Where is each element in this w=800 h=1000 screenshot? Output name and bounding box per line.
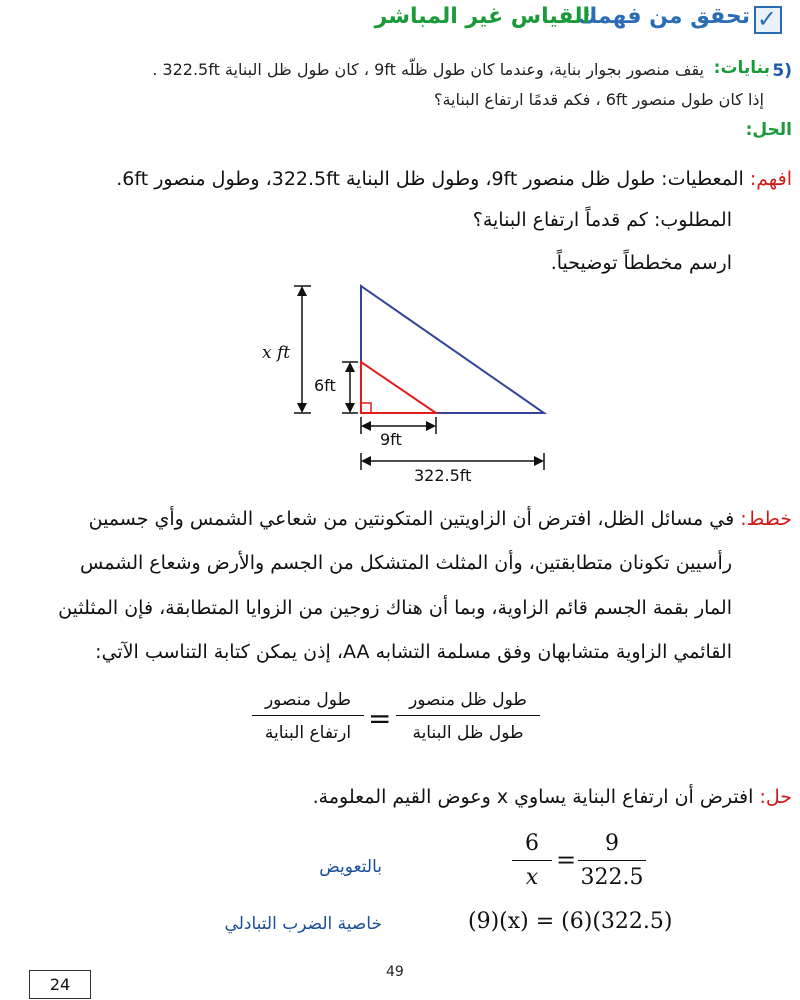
step1-left-denominator: x <box>525 865 539 890</box>
step1-note: بالتعويض <box>319 857 382 877</box>
checkbox-icon: ✓ <box>754 6 782 34</box>
problem-number: 5) <box>772 61 792 81</box>
page-box-number: 24 <box>29 970 91 999</box>
proportion-right-numerator: طول ظل منصور <box>409 690 527 710</box>
plan-line4: القائمي الزاوية متشابهان وفق مسلمة التشابه AA، إذن يمكن كتابة التناسب الآتي: <box>95 641 732 663</box>
step2-note: خاصية الضرب التبادلي <box>224 914 382 934</box>
givens-text: المعطيات: طول ظل منصور 9ft، وطول ظل البناية 322.5ft، وطول منصور 6ft. <box>116 168 750 190</box>
solve-text: افترض أن ارتفاع البناية يساوي x وعوض القيم المعلومة. <box>312 786 760 808</box>
problem-text-line1: يقف منصور بجوار بناية، وعندما كان طول ظلّه 9ft ، كان طول ظل البناية 322.5ft . <box>152 60 704 79</box>
proportion-equals: = <box>368 702 392 735</box>
right-angle-mark <box>361 403 371 413</box>
understand-givens <box>116 168 792 190</box>
building-triangle <box>361 286 544 413</box>
proportion-left-denominator: ارتفاع البناية <box>264 723 352 743</box>
step1-equals: = <box>556 846 577 874</box>
problem-text-line2: إذا كان طول منصور 6ft ، فكم قدمًا ارتفاع البناية؟ <box>433 90 764 109</box>
plan-line1 <box>89 508 792 530</box>
understand-required: المطلوب: كم قدماً ارتفاع البناية؟ <box>472 209 732 231</box>
solution-label: الحل: <box>745 120 792 140</box>
step1-right-fraction <box>578 831 646 890</box>
step1-right-denominator: 322.5 <box>580 865 644 890</box>
understand-draw: ارسم مخططاً توضيحياً. <box>550 252 732 274</box>
label-x-ft: x ft <box>262 343 291 363</box>
label-6ft: 6ft <box>314 376 336 395</box>
header-check-title: تحقق من فهمك <box>577 4 750 29</box>
step1-left-fraction <box>512 831 552 890</box>
problem-keyword: بنايات: <box>713 58 770 78</box>
header-lesson-title: القياس غير المباشر <box>374 4 590 29</box>
plan-line1-text: في مسائل الظل، افترض أن الزاويتين المتكونتين من شعاعي الشمس وأي جسمين <box>88 508 741 530</box>
proportion-left-fraction <box>252 690 364 743</box>
step2-expression: (9)(x) = (6)(322.5) <box>468 909 673 934</box>
proportion-right-denominator: طول ظل البناية <box>412 723 524 743</box>
plan-line3: المار بقمة الجسم قائم الزاوية، وبما أن هناك زوجين من الزوايا المتطابقة، فإن المثلثين <box>58 597 732 619</box>
label-9ft: 9ft <box>380 430 402 449</box>
step1-right-numerator: 9 <box>605 831 619 856</box>
plan-line2: رأسيين تكونان متطابقتين، وأن المثلث المتشكل من الجسم والأرض وشعاع الشمس <box>80 552 732 574</box>
section-header <box>22 4 782 38</box>
proportion-right-fraction <box>396 690 540 743</box>
solve-line <box>313 786 792 808</box>
person-triangle <box>361 362 436 413</box>
plan-label: خطط: <box>740 508 792 530</box>
understand-label: افهم: <box>749 168 792 190</box>
solve-label: حل: <box>759 786 792 808</box>
step1-left-numerator: 6 <box>525 831 539 856</box>
proportion-left-numerator: طول منصور <box>264 690 352 710</box>
label-322-5ft: 322.5ft <box>414 466 472 485</box>
page-number: 49 <box>386 964 404 980</box>
triangle-diagram <box>250 276 560 476</box>
